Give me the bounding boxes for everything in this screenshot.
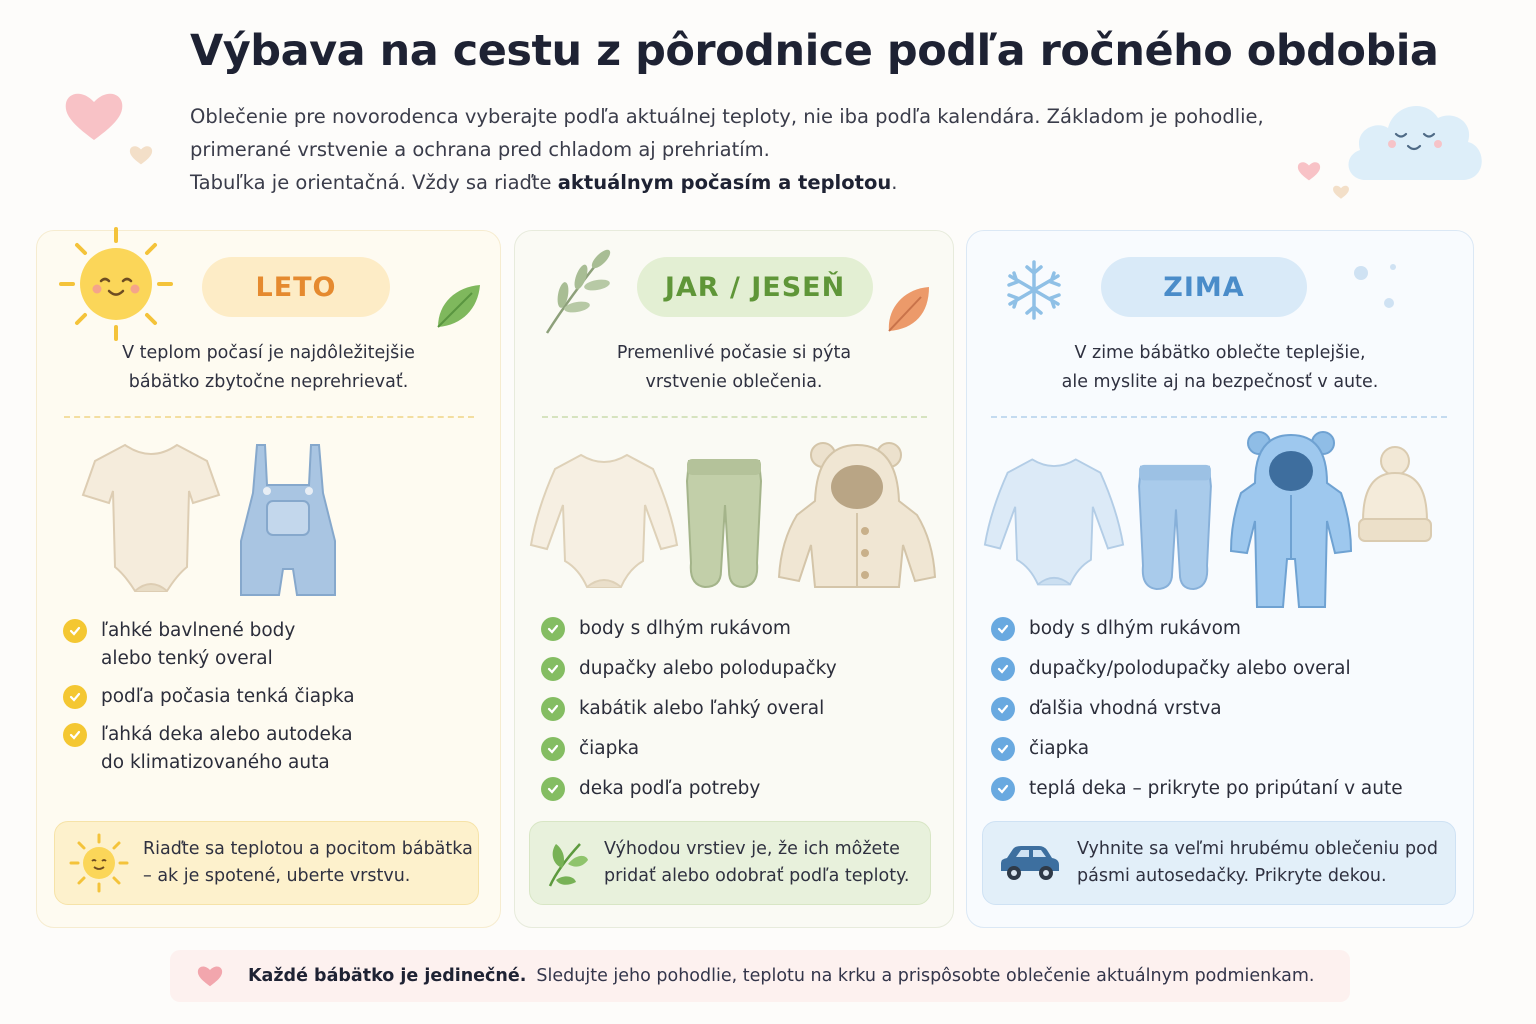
intro-line-3 <box>190 166 1320 199</box>
autumn-leaf-icon <box>885 283 933 335</box>
leaf-icon <box>432 281 484 331</box>
list-item <box>541 695 837 723</box>
tip-box-winter <box>982 821 1456 905</box>
intro-line-3-bold: aktuálnym počasím a teplotou <box>557 171 892 194</box>
tip-box-summer <box>54 821 479 905</box>
footer-banner <box>170 950 1350 1002</box>
list-item-label: ľahká deka alebo autodeka do klimatizovaného auta <box>101 724 353 773</box>
check-icon <box>541 777 565 801</box>
small-heart-icon <box>1296 160 1322 182</box>
intro-line-3-start: Tabuľka je orientačná. Vždy sa riaďte <box>190 171 558 194</box>
check-icon <box>63 723 87 747</box>
small-heart-icon <box>1332 184 1350 200</box>
list-item-label: podľa počasia tenká čiapka <box>101 686 355 707</box>
season-lead-summer: V teplom počasí je najdôležitejšie bábätko zbytočne neprehrievať. <box>122 343 415 392</box>
check-icon <box>63 619 87 643</box>
list-item <box>991 615 1403 643</box>
checklist-winter <box>991 615 1403 815</box>
check-icon <box>541 617 565 641</box>
check-icon <box>991 737 1015 761</box>
check-icon <box>541 697 565 721</box>
sun-icon <box>57 225 175 343</box>
tip-text-summer: Riaďte sa teplotou a pocitom bábätka – ak je spotené, uberte vrstvu. <box>143 839 473 886</box>
list-item-label: dupačky/polodupačky alebo overal <box>1029 658 1351 679</box>
check-icon <box>991 697 1015 721</box>
small-heart-icon <box>128 144 154 166</box>
list-item <box>63 721 355 777</box>
season-card-summer <box>36 230 501 928</box>
heart-icon <box>196 964 224 988</box>
heart-icon <box>62 88 126 144</box>
season-lead-winter: V zime bábätko oblečte teplejšie, ale myslite aj na bezpečnosť v aute. <box>1061 343 1379 392</box>
list-item <box>991 695 1403 723</box>
knit-hat-icon <box>1355 445 1435 545</box>
footer-bold-text: Každé bábätko je jedinečné. <box>248 966 527 986</box>
footer-text: Sledujte jeho pohodlie, teplotu na krku a prispôsobte oblečenie aktuálnym podmienkam. <box>536 966 1315 986</box>
list-item <box>991 655 1403 683</box>
check-icon <box>541 737 565 761</box>
list-item <box>63 683 355 711</box>
checklist-summer <box>63 617 355 787</box>
list-item-label: ľahké bavlnené body alebo tenký overal <box>101 620 296 669</box>
divider <box>64 416 474 418</box>
bodysuit-long-sleeve-icon <box>529 449 679 591</box>
list-item <box>991 735 1403 763</box>
check-icon <box>63 685 87 709</box>
check-icon <box>991 777 1015 801</box>
list-item <box>991 775 1403 803</box>
season-card-spring-autumn <box>514 230 954 928</box>
list-item-label: body s dlhým rukávom <box>579 618 791 639</box>
car-icon <box>997 843 1061 883</box>
branch-icon <box>541 245 617 337</box>
divider <box>991 416 1447 418</box>
season-title-spring-autumn: JAR / JESEŇ <box>637 257 873 317</box>
footed-pants-icon <box>1133 459 1217 591</box>
intro-line-1: Oblečenie pre novorodenca vyberajte podľa aktuálnej teploty, nie iba podľa kalendára. Základom je pohodlie, <box>190 105 1264 128</box>
list-item <box>541 775 837 803</box>
list-item-label: ďalšia vhodná vrstva <box>1029 698 1222 719</box>
knit-jacket-icon <box>777 441 937 591</box>
snowflake-icon <box>1003 259 1065 321</box>
intro-text <box>190 100 1320 199</box>
season-title-winter: ZIMA <box>1101 257 1307 317</box>
page-title: Výbava na cestu z pôrodnice podľa ročného obdobia <box>190 26 1439 76</box>
season-title-summer: LETO <box>202 257 390 317</box>
season-lead-spring-autumn: Premenlivé počasie si pýta vrstvenie oblečenia. <box>616 343 852 392</box>
cloud-icon <box>1340 86 1488 186</box>
check-icon <box>541 657 565 681</box>
checklist-spring-autumn <box>541 615 837 815</box>
snowsuit-icon <box>1229 431 1353 611</box>
bodysuit-short-sleeve-icon <box>81 439 221 599</box>
intro-line-2: primerané vrstvenie a ochrana pred chladom aj prehriatím. <box>190 138 770 161</box>
snow-dots-icon <box>1353 263 1403 313</box>
list-item-label: deka podľa potreby <box>579 778 761 799</box>
small-sun-icon <box>69 833 129 893</box>
list-item <box>541 735 837 763</box>
intro-line-3-end: . <box>891 171 898 194</box>
bodysuit-long-sleeve-icon <box>983 453 1125 589</box>
list-item <box>63 617 355 673</box>
list-item <box>541 655 837 683</box>
divider <box>542 416 927 418</box>
list-item-label: dupačky alebo polodupačky <box>579 658 837 679</box>
footed-pants-icon <box>681 453 767 589</box>
tip-text-winter: Vyhnite sa veľmi hrubému oblečeniu pod pásmi autosedačky. Prikryte dekou. <box>1077 839 1438 886</box>
check-icon <box>991 657 1015 681</box>
list-item-label: teplá deka – prikryte po pripútaní v aute <box>1029 778 1403 799</box>
overalls-icon <box>233 441 343 601</box>
tip-box-spring-autumn <box>529 821 931 905</box>
check-icon <box>991 617 1015 641</box>
season-card-winter <box>966 230 1474 928</box>
list-item <box>541 615 837 643</box>
leaves-icon <box>544 838 590 888</box>
tip-text-spring-autumn: Výhodou vrstiev je, že ich môžete pridať alebo odobrať podľa teploty. <box>604 839 910 886</box>
list-item-label: kabátik alebo ľahký overal <box>579 698 825 719</box>
list-item-label: čiapka <box>579 738 640 759</box>
list-item-label: čiapka <box>1029 738 1090 759</box>
list-item-label: body s dlhým rukávom <box>1029 618 1241 639</box>
